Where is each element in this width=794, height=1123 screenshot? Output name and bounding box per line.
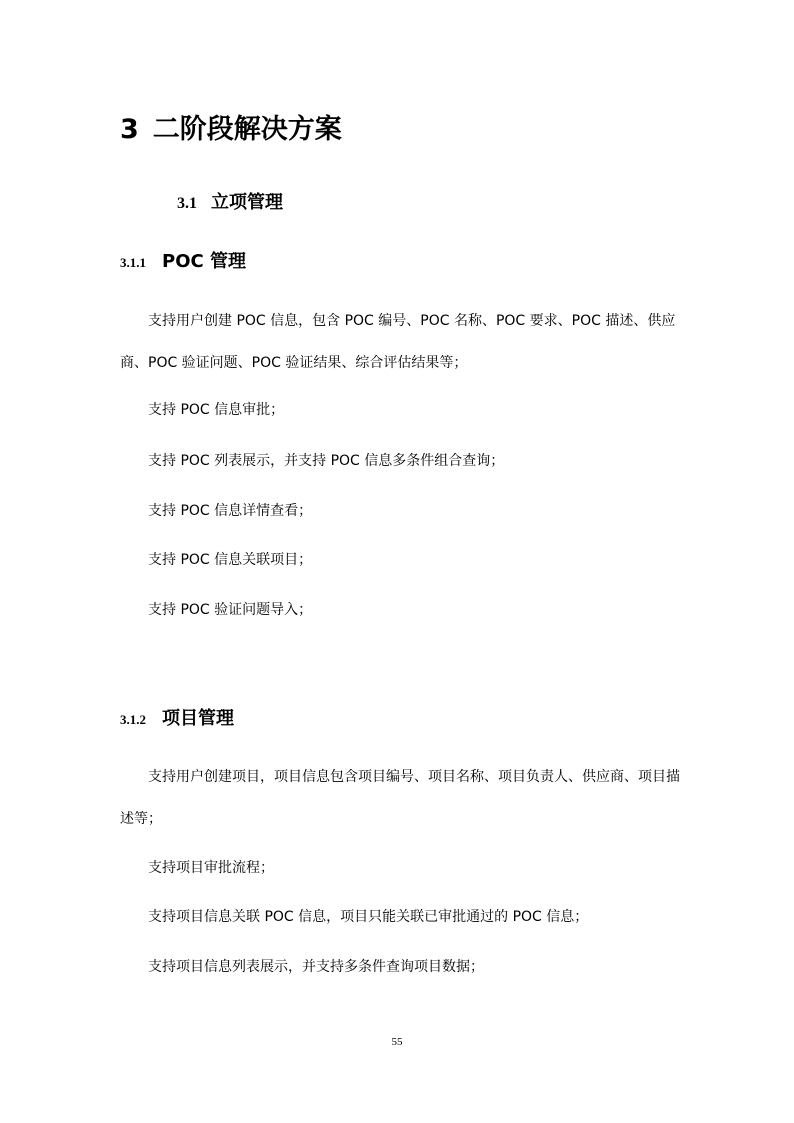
subsection-heading-poc (120, 249, 246, 276)
chapter-title: 二阶段解决方案 (152, 114, 342, 145)
subsection-number: 3.1.2 (120, 712, 146, 727)
section-number: 3.1 (177, 195, 197, 212)
paragraph: 支持项目信息列表展示，并支持多条件查询项目数据； (148, 959, 484, 975)
paragraph: 支持 POC 信息审批； (148, 402, 285, 418)
paragraph: 支持 POC 验证问题导入； (148, 602, 313, 618)
subsection-heading-project (120, 706, 234, 733)
subsection-number: 3.1.1 (120, 255, 146, 270)
paragraph: 支持 POC 列表展示，并支持 POC 信息多条件组合查询； (148, 453, 505, 469)
paragraph: 支持 POC 信息关联项目； (148, 552, 313, 568)
chapter-number: 3 (120, 114, 139, 145)
section-heading (177, 190, 283, 217)
chapter-heading (120, 110, 342, 150)
page-number: 55 (391, 1036, 403, 1048)
subsection-title: 项目管理 (162, 708, 234, 729)
paragraph: 支持用户创建 POC 信息，包含 POC 编号、POC 名称、POC 要求、POC 描述、供应商、POC 验证问题、POC 验证结果、综合评估结果等； (120, 313, 676, 371)
paragraph: 支持 POC 信息详情查看； (148, 503, 313, 519)
paragraph: 支持用户创建项目，项目信息包含项目编号、项目名称、项目负责人、供应商、项目描述等； (120, 769, 680, 827)
paragraph: 支持项目信息关联 POC 信息，项目只能关联已审批通过的 POC 信息； (148, 909, 589, 925)
subsection-title: POC 管理 (162, 251, 246, 272)
paragraph: 支持项目审批流程； (148, 860, 274, 876)
section-title: 立项管理 (211, 192, 283, 213)
